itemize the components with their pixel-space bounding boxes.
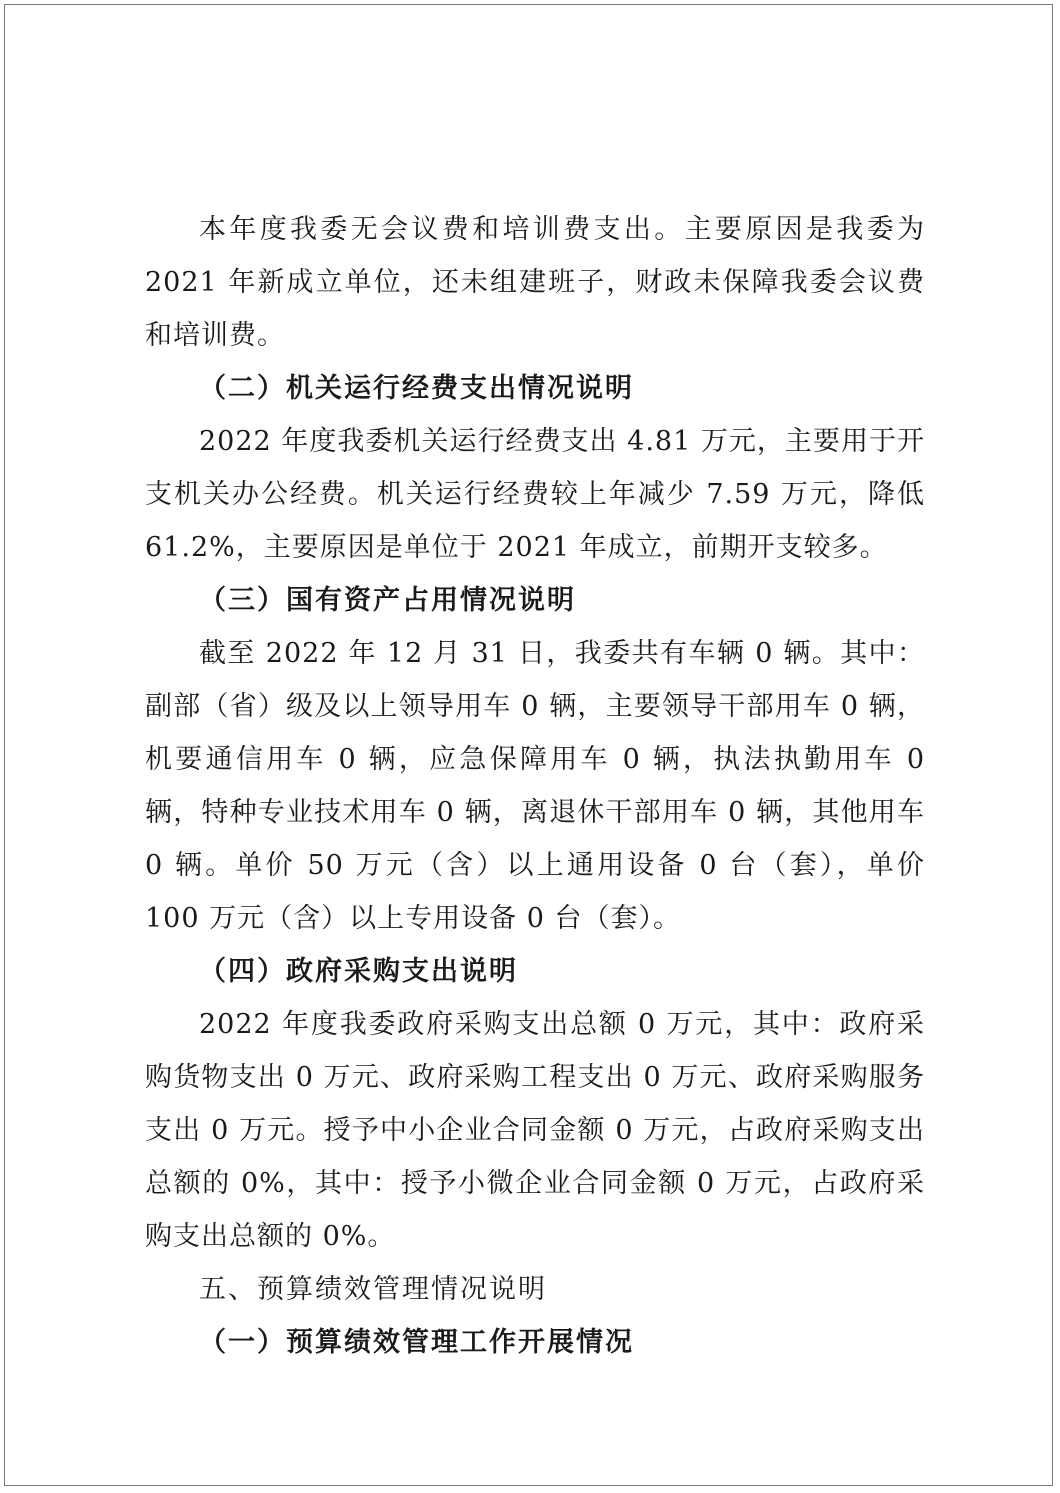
section-heading-performance-work: （一）预算绩效管理工作开展情况 xyxy=(199,1327,634,1358)
document-body xyxy=(145,203,925,1369)
paragraph-meeting-training-fees: 本年度我委无会议费和培训费支出。主要原因是我委为 2021 年新成立单位，还未组建班子，财政未保障我委会议费和培训费。 xyxy=(145,214,925,351)
paragraph-state-assets: 截至 2022 年 12 月 31 日，我委共有车辆 0 辆。其中：副部（省）级及以上领导用车 0 辆，主要领导干部用车 0 辆，机要通信用车 0 辆，应急保障用车 0 辆，执法执勤用车 0 辆，特种专业技术用车 0 辆，离退休干部用车 0 辆，其他用车 0 辆。单价 50 万元（含）以上通用设备 0 台（套），单价 100 万元（含）以上专用设备 0 台（套）。 xyxy=(145,638,925,934)
section-heading-operating-expenses: （二）机关运行经费支出情况说明 xyxy=(199,373,634,404)
paragraph-government-procurement: 2022 年度我委政府采购支出总额 0 万元，其中：政府采购货物支出 0 万元、政府采购工程支出 0 万元、政府采购服务支出 0 万元。授予中小企业合同金额 0 万元，占政府采购支出总额的 0%，其中：授予小微企业合同金额 0 万元，占政府采购支出总额的 0%。 xyxy=(145,1009,925,1252)
chapter-heading-budget-performance: 五、预算绩效管理情况说明 xyxy=(199,1274,547,1305)
document-page xyxy=(4,4,1053,1486)
section-heading-state-assets: （三）国有资产占用情况说明 xyxy=(199,585,576,616)
paragraph-operating-expenses: 2022 年度我委机关运行经费支出 4.81 万元，主要用于开支机关办公经费。机关运行经费较上年减少 7.59 万元，降低 61.2%，主要原因是单位于 2021 年成立，前期开支较多。 xyxy=(145,426,925,563)
section-heading-government-procurement: （四）政府采购支出说明 xyxy=(199,956,518,987)
